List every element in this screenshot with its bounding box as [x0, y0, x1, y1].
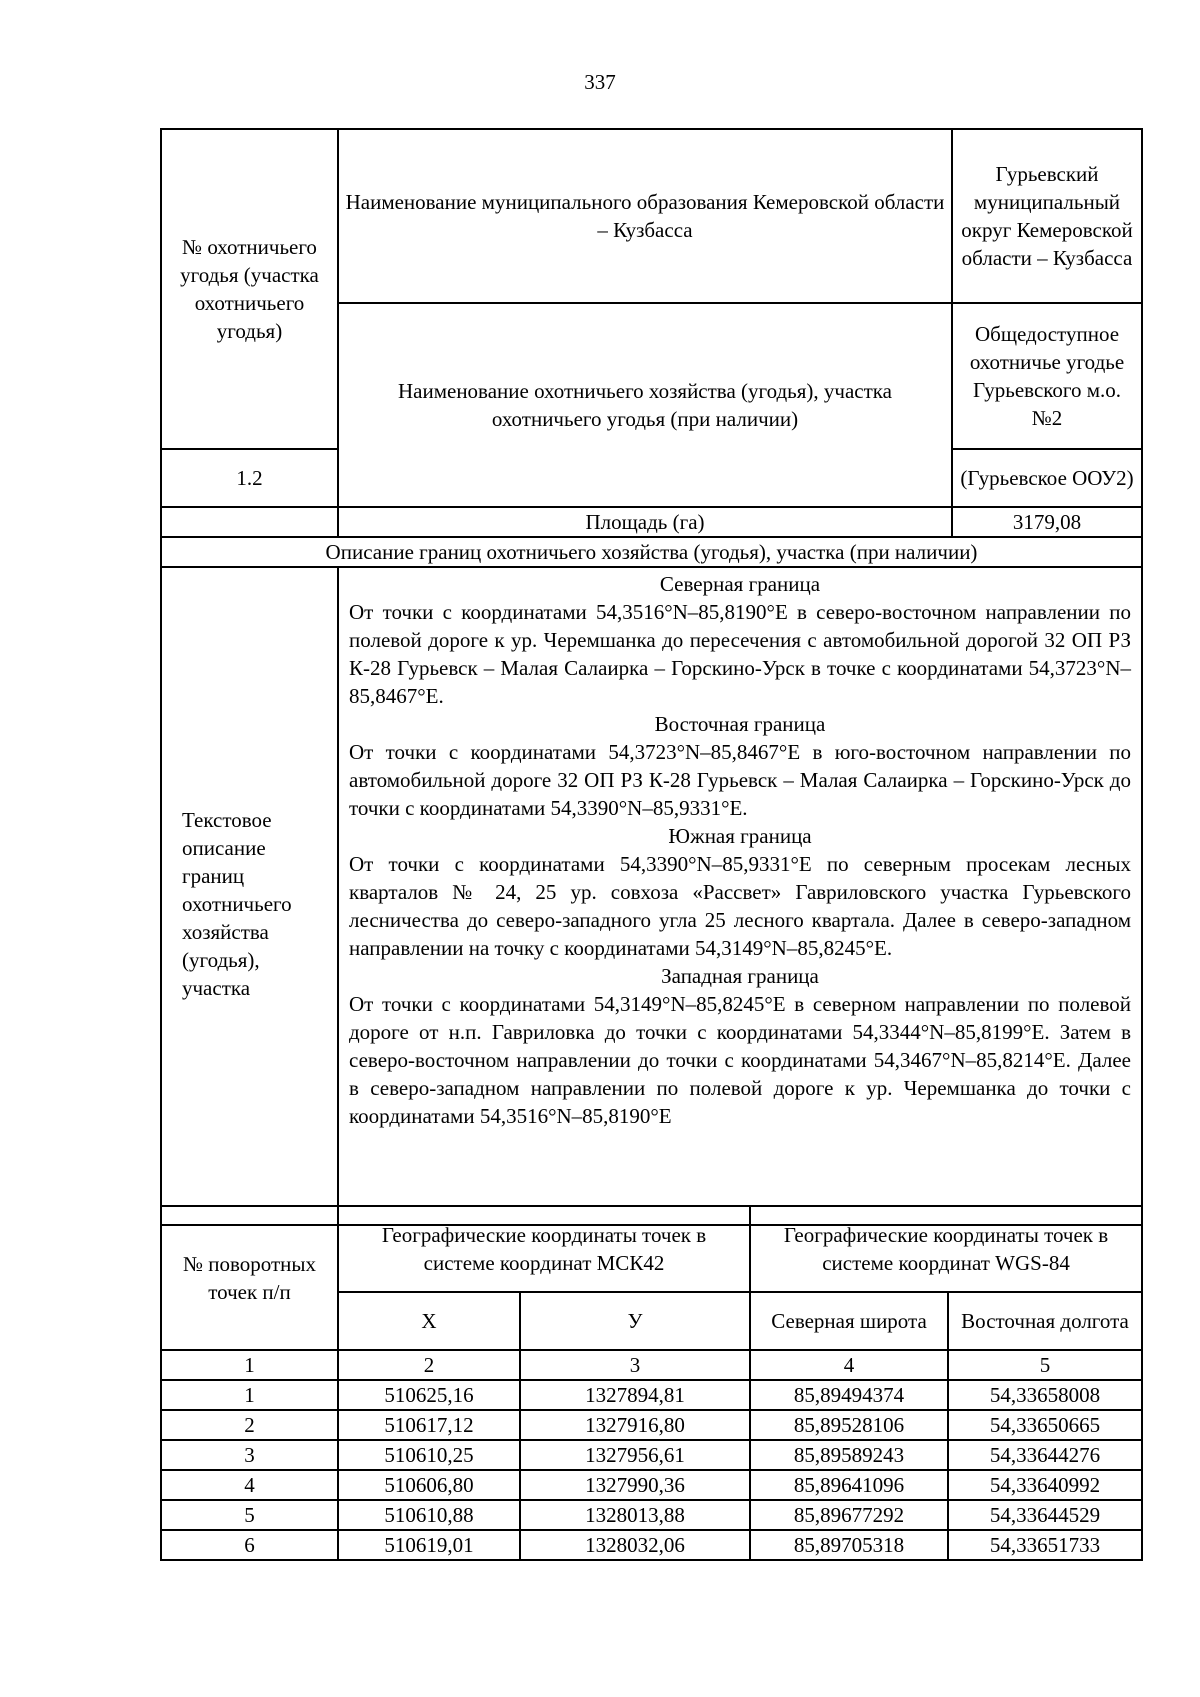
index-cell: 2 — [338, 1350, 520, 1380]
col-point-number: № поворотных точек п/п — [161, 1206, 338, 1350]
north-title: Северная граница — [659, 572, 821, 596]
table-cell: 1327990,36 — [520, 1470, 750, 1500]
municipality-label: Наименование муниципального образования Кемеровской области – Кузбасса — [338, 129, 952, 303]
table-cell: 1327894,81 — [520, 1380, 750, 1410]
table-cell: 6 — [161, 1530, 338, 1560]
table-cell: 54,33640992 — [948, 1470, 1142, 1500]
table-cell: 54,33644276 — [948, 1440, 1142, 1470]
table-row — [161, 1440, 1142, 1470]
south-text: От точки с координатами 54,3390°N–85,9331°E по северным просекам лесных кварталов № 24, 25 ур. совхоза «Рассвет» Гавриловского участка Гурьевского лесничества до северо-западного угла 25 лесного квартала. Далее в северо-западном направлении на точку с координатами 54,3149°N–85,8245°E. — [349, 852, 1131, 960]
hunting-ground-table — [160, 128, 1143, 1226]
table-cell: 54,33644529 — [948, 1500, 1142, 1530]
table-cell: 510610,88 — [338, 1500, 520, 1530]
col-east-longitude: Восточная долгота — [948, 1292, 1142, 1350]
area-value: 3179,08 — [952, 507, 1142, 537]
municipality-value: Гурьевский муниципальный округ Кемеровской области – Кузбасса — [952, 129, 1142, 303]
table-cell: 510617,12 — [338, 1410, 520, 1440]
index-row — [161, 1350, 1142, 1380]
table-cell: 85,89494374 — [750, 1380, 948, 1410]
table-cell: 85,89705318 — [750, 1530, 948, 1560]
table-cell: 54,33658008 — [948, 1380, 1142, 1410]
south-title: Южная граница — [668, 824, 812, 848]
table-cell: 1328013,88 — [520, 1500, 750, 1530]
table-cell: 510625,16 — [338, 1380, 520, 1410]
col-wgs84: Географические координаты точек в системе координат WGS-84 — [750, 1206, 1142, 1292]
page-number: 337 — [584, 70, 616, 94]
table-cell: 85,89528106 — [750, 1410, 948, 1440]
table-cell: 1327916,80 — [520, 1410, 750, 1440]
col-msk42: Географические координаты точек в системе координат МСК42 — [338, 1206, 750, 1292]
table-row — [161, 1470, 1142, 1500]
empty-cell — [161, 507, 338, 537]
col-x: Х — [338, 1292, 520, 1350]
table-cell: 54,33651733 — [948, 1530, 1142, 1560]
index-cell: 5 — [948, 1350, 1142, 1380]
col-north-latitude: Северная широта — [750, 1292, 948, 1350]
index-cell: 1 — [161, 1350, 338, 1380]
table-row — [161, 1410, 1142, 1440]
hunting-ground-value-short: (Гурьевское ООУ2) — [952, 449, 1142, 507]
table-cell: 85,89589243 — [750, 1440, 948, 1470]
area-label: Площадь (га) — [338, 507, 952, 537]
east-text: От точки с координатами 54,3723°N–85,8467°E в юго-восточном направлении по автомобильной дороге 32 ОП РЗ К-28 Гурьевск – Малая Салаирка – Горскино-Урск до точки с координатами 54,3390°N–85,9331°E. — [349, 740, 1131, 820]
west-title: Западная граница — [661, 964, 819, 988]
table-cell: 1328032,06 — [520, 1530, 750, 1560]
col-y: У — [520, 1292, 750, 1350]
description-left-label: Текстовое описание границ охотничьего хозяйства (угодья), участка — [161, 567, 338, 1225]
table-row — [161, 1380, 1142, 1410]
ground-number-value: 1.2 — [161, 449, 338, 507]
table-cell: 510606,80 — [338, 1470, 520, 1500]
east-title: Восточная граница — [654, 712, 826, 736]
table-cell: 85,89641096 — [750, 1470, 948, 1500]
ground-number-label: № охотничьего угодья (участка охотничьего угодья) — [161, 129, 338, 449]
index-cell: 3 — [520, 1350, 750, 1380]
table-cell: 54,33650665 — [948, 1410, 1142, 1440]
table-cell: 1327956,61 — [520, 1440, 750, 1470]
table-row — [161, 1530, 1142, 1560]
coordinates-table — [160, 1205, 1143, 1561]
table-cell: 85,89677292 — [750, 1500, 948, 1530]
table-cell: 3 — [161, 1440, 338, 1470]
table-cell: 510610,25 — [338, 1440, 520, 1470]
index-cell: 4 — [750, 1350, 948, 1380]
table-cell: 4 — [161, 1470, 338, 1500]
table-cell: 1 — [161, 1380, 338, 1410]
hunting-ground-value: Общедоступное охотничье угодье Гурьевского м.о. №2 — [952, 303, 1142, 449]
table-cell: 510619,01 — [338, 1530, 520, 1560]
boundary-description — [338, 567, 1142, 1225]
table-cell: 5 — [161, 1500, 338, 1530]
north-text: От точки с координатами 54,3516°N–85,8190°E в северо-восточном направлении по полевой дороге к ур. Черемшанка до пересечения с автомобильной дорогой 32 ОП РЗ К-28 Гурьевск – Малая Салаирка – Горскино-Урск в точке с координатами 54,3723°N–85,8467°E. — [349, 600, 1131, 708]
table-cell: 2 — [161, 1410, 338, 1440]
west-text: От точки с координатами 54,3149°N–85,8245°E в северном направлении по полевой дороге от н.п. Гавриловка до точки с координатами 54,3344°N–85,8199°E. Затем в северо-восточном направлении до точки с координатами 54,3467°N–85,8214°E. Далее в северо-западном направлении по полевой дороге к ур. Черемшанка до точки с координатами 54,3516°N–85,8190°E — [349, 992, 1131, 1128]
section-title: Описание границ охотничьего хозяйства (угодья), участка (при наличии) — [161, 537, 1142, 567]
table-row — [161, 1500, 1142, 1530]
hunting-ground-label: Наименование охотничьего хозяйства (угодья), участка охотничьего угодья (при наличии) — [338, 303, 952, 507]
